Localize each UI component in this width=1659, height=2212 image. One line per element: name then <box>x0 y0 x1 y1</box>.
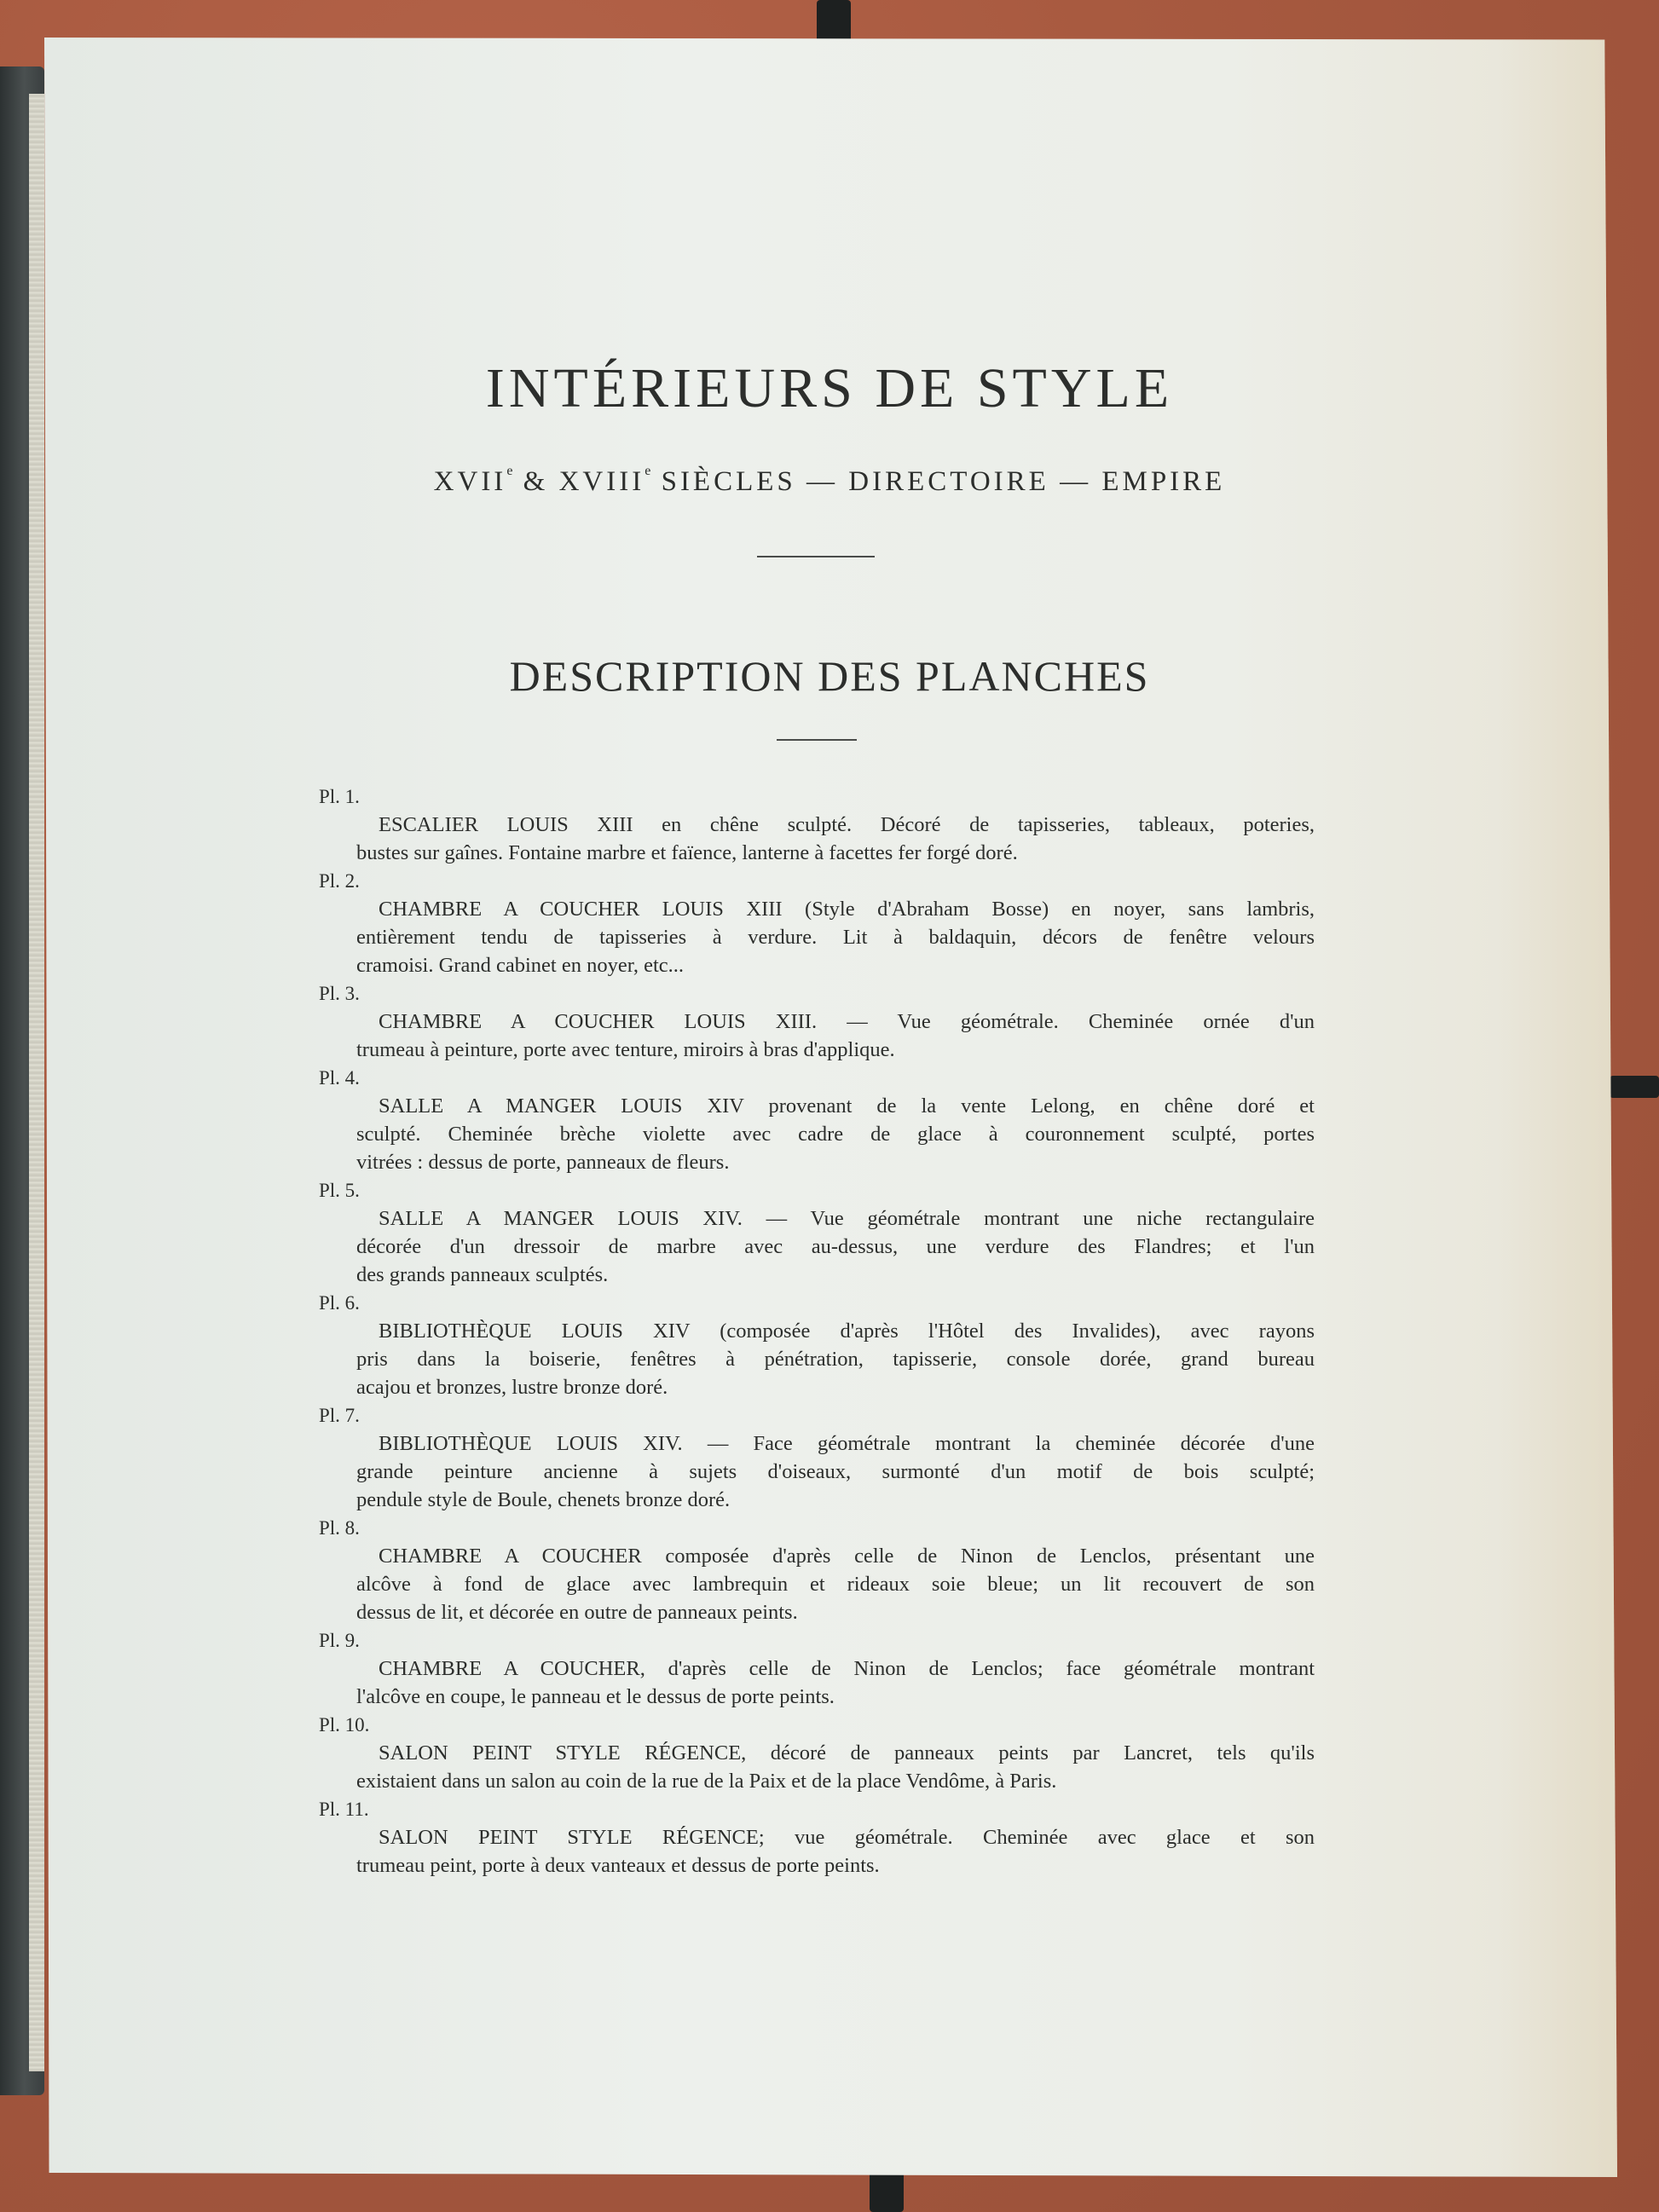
plate-description-line: CHAMBRE A COUCHER composée d'après celle de Ninon de Lenclos, présentant une <box>379 1545 1315 1568</box>
plate-label: Pl. 2. <box>319 870 360 892</box>
plate-description <box>319 1823 1315 1880</box>
subtitle-part-3: SIÈCLES — DIRECTOIRE — EMPIRE <box>650 466 1226 497</box>
plate-description-line: SALON PEINT STYLE RÉGENCE; vue géométrale. Cheminée avec glace et son <box>379 1826 1315 1849</box>
section-heading: DESCRIPTION DES PLANCHES <box>509 652 1150 700</box>
plate-label: Pl. 3. <box>319 983 360 1004</box>
plate-label: Pl. 10. <box>319 1714 370 1736</box>
plate-description-line: pris dans la boiserie, fenêtres à pénétration, tapisserie, console dorée, grand bureau <box>356 1348 1315 1371</box>
plate-description-line: l'alcôve en coupe, le panneau et le dessus de porte peints. <box>356 1685 835 1708</box>
plate-label: Pl. 9. <box>319 1630 360 1651</box>
plate-description-line: trumeau peint, porte à deux vanteaux et dessus de porte peints. <box>356 1854 880 1877</box>
page-subtitle <box>0 464 1659 498</box>
plate-description-line: acajou et bronzes, lustre bronze doré. <box>356 1376 668 1399</box>
plate-description-line: entièrement tendu de tapisseries à verdure. Lit à baldaquin, décors de fenêtre velours <box>356 926 1315 949</box>
plate-description-line: bustes sur gaînes. Fontaine marbre et faïence, lanterne à facettes fer forgé doré. <box>356 841 1018 864</box>
plates-list <box>319 783 1316 1880</box>
page-title: INTÉRIEURS DE STYLE <box>485 357 1174 419</box>
subtitle-superscript-2: e <box>645 464 651 478</box>
plate-description-line: BIBLIOTHÈQUE LOUIS XIV. — Face géométrale montrant la cheminée décorée d'une <box>379 1432 1315 1455</box>
plate-description <box>319 1008 1315 1064</box>
plate-description-line: CHAMBRE A COUCHER, d'après celle de Ninon de Lenclos; face géométrale montrant <box>379 1657 1315 1680</box>
plate-description-line: sculpté. Cheminée brèche violette avec cadre de glace à couronnement sculpté, portes <box>356 1123 1315 1146</box>
plate-description <box>319 811 1315 867</box>
divider-rule-upper <box>757 556 875 557</box>
plate-label: Pl. 4. <box>319 1067 360 1089</box>
plate-label: Pl. 5. <box>319 1180 360 1201</box>
plate-description-line: existaient dans un salon au coin de la rue de la Paix et de la place Vendôme, à Paris. <box>356 1770 1057 1793</box>
plate-description-line: grande peinture ancienne à sujets d'oiseaux, surmonté d'un motif de bois sculpté; <box>356 1460 1315 1483</box>
plate-description-line: pendule style de Boule, chenets bronze doré. <box>356 1488 731 1511</box>
plate-description-line: CHAMBRE A COUCHER LOUIS XIII (Style d'Abraham Bosse) en noyer, sans lambris, <box>379 898 1315 921</box>
divider-rule-lower <box>777 739 857 741</box>
plate-entry <box>319 867 1316 979</box>
plate-description <box>319 1204 1315 1289</box>
plate-description-line: BIBLIOTHÈQUE LOUIS XIV (composée d'après l'Hôtel des Invalides), avec rayons <box>379 1320 1315 1343</box>
plate-entry <box>319 1401 1316 1514</box>
plate-description-line: SALLE A MANGER LOUIS XIV provenant de la vente Lelong, en chêne doré et <box>379 1094 1315 1118</box>
plate-entry <box>319 1289 1316 1401</box>
plate-entry <box>319 1626 1316 1711</box>
plate-description <box>319 895 1315 979</box>
plate-description <box>319 1317 1315 1401</box>
plate-description <box>319 1655 1315 1711</box>
plate-description-line: cramoisi. Grand cabinet en noyer, etc... <box>356 954 685 977</box>
plate-label: Pl. 7. <box>319 1405 360 1426</box>
plate-description <box>319 1542 1315 1626</box>
plate-label: Pl. 8. <box>319 1517 360 1539</box>
plate-description-line: alcôve à fond de glace avec lambrequin et rideaux soie bleue; un lit recouvert de son <box>356 1573 1315 1596</box>
binding-tie-top <box>817 0 851 44</box>
plate-entry <box>319 1795 1316 1880</box>
plate-description-line: ESCALIER LOUIS XIII en chêne sculpté. Décoré de tapisseries, tableaux, poteries, <box>379 813 1315 836</box>
subtitle-part-1: XVII <box>433 466 507 497</box>
plate-label: Pl. 6. <box>319 1292 360 1314</box>
plate-description-line: décorée d'un dressoir de marbre avec au-dessus, une verdure des Flandres; et l'un <box>356 1235 1315 1258</box>
plate-description-line: dessus de lit, et décorée en outre de panneaux peints. <box>356 1601 798 1624</box>
plate-description-line: SALON PEINT STYLE RÉGENCE, décoré de panneaux peints par Lancret, tels qu'ils <box>379 1741 1315 1764</box>
plate-entry <box>319 1514 1316 1626</box>
plate-label: Pl. 1. <box>319 786 360 807</box>
plate-description-line: trumeau à peinture, porte avec tenture, miroirs à bras d'applique. <box>356 1038 895 1061</box>
plate-description-line: des grands panneaux sculptés. <box>356 1263 609 1286</box>
plate-description-line: vitrées : dessus de porte, panneaux de fleurs. <box>356 1151 730 1174</box>
plate-description-line: CHAMBRE A COUCHER LOUIS XIII. — Vue géométrale. Cheminée ornée d'un <box>379 1010 1315 1033</box>
plate-description <box>319 1429 1315 1514</box>
plate-entry <box>319 1064 1316 1176</box>
subtitle-part-2: & XVIII <box>512 466 645 497</box>
plate-description <box>319 1092 1315 1176</box>
plate-entry <box>319 979 1316 1064</box>
binding-tie-bottom <box>870 2172 904 2212</box>
plate-entry <box>319 783 1316 867</box>
plate-label: Pl. 11. <box>319 1799 369 1820</box>
plate-description-line: SALLE A MANGER LOUIS XIV. — Vue géométrale montrant une niche rectangulaire <box>379 1207 1315 1230</box>
plate-entry <box>319 1711 1316 1795</box>
subtitle-superscript-1: e <box>506 464 513 478</box>
plate-description <box>319 1739 1315 1795</box>
plate-entry <box>319 1176 1316 1289</box>
binding-tie-right <box>1610 1076 1659 1098</box>
